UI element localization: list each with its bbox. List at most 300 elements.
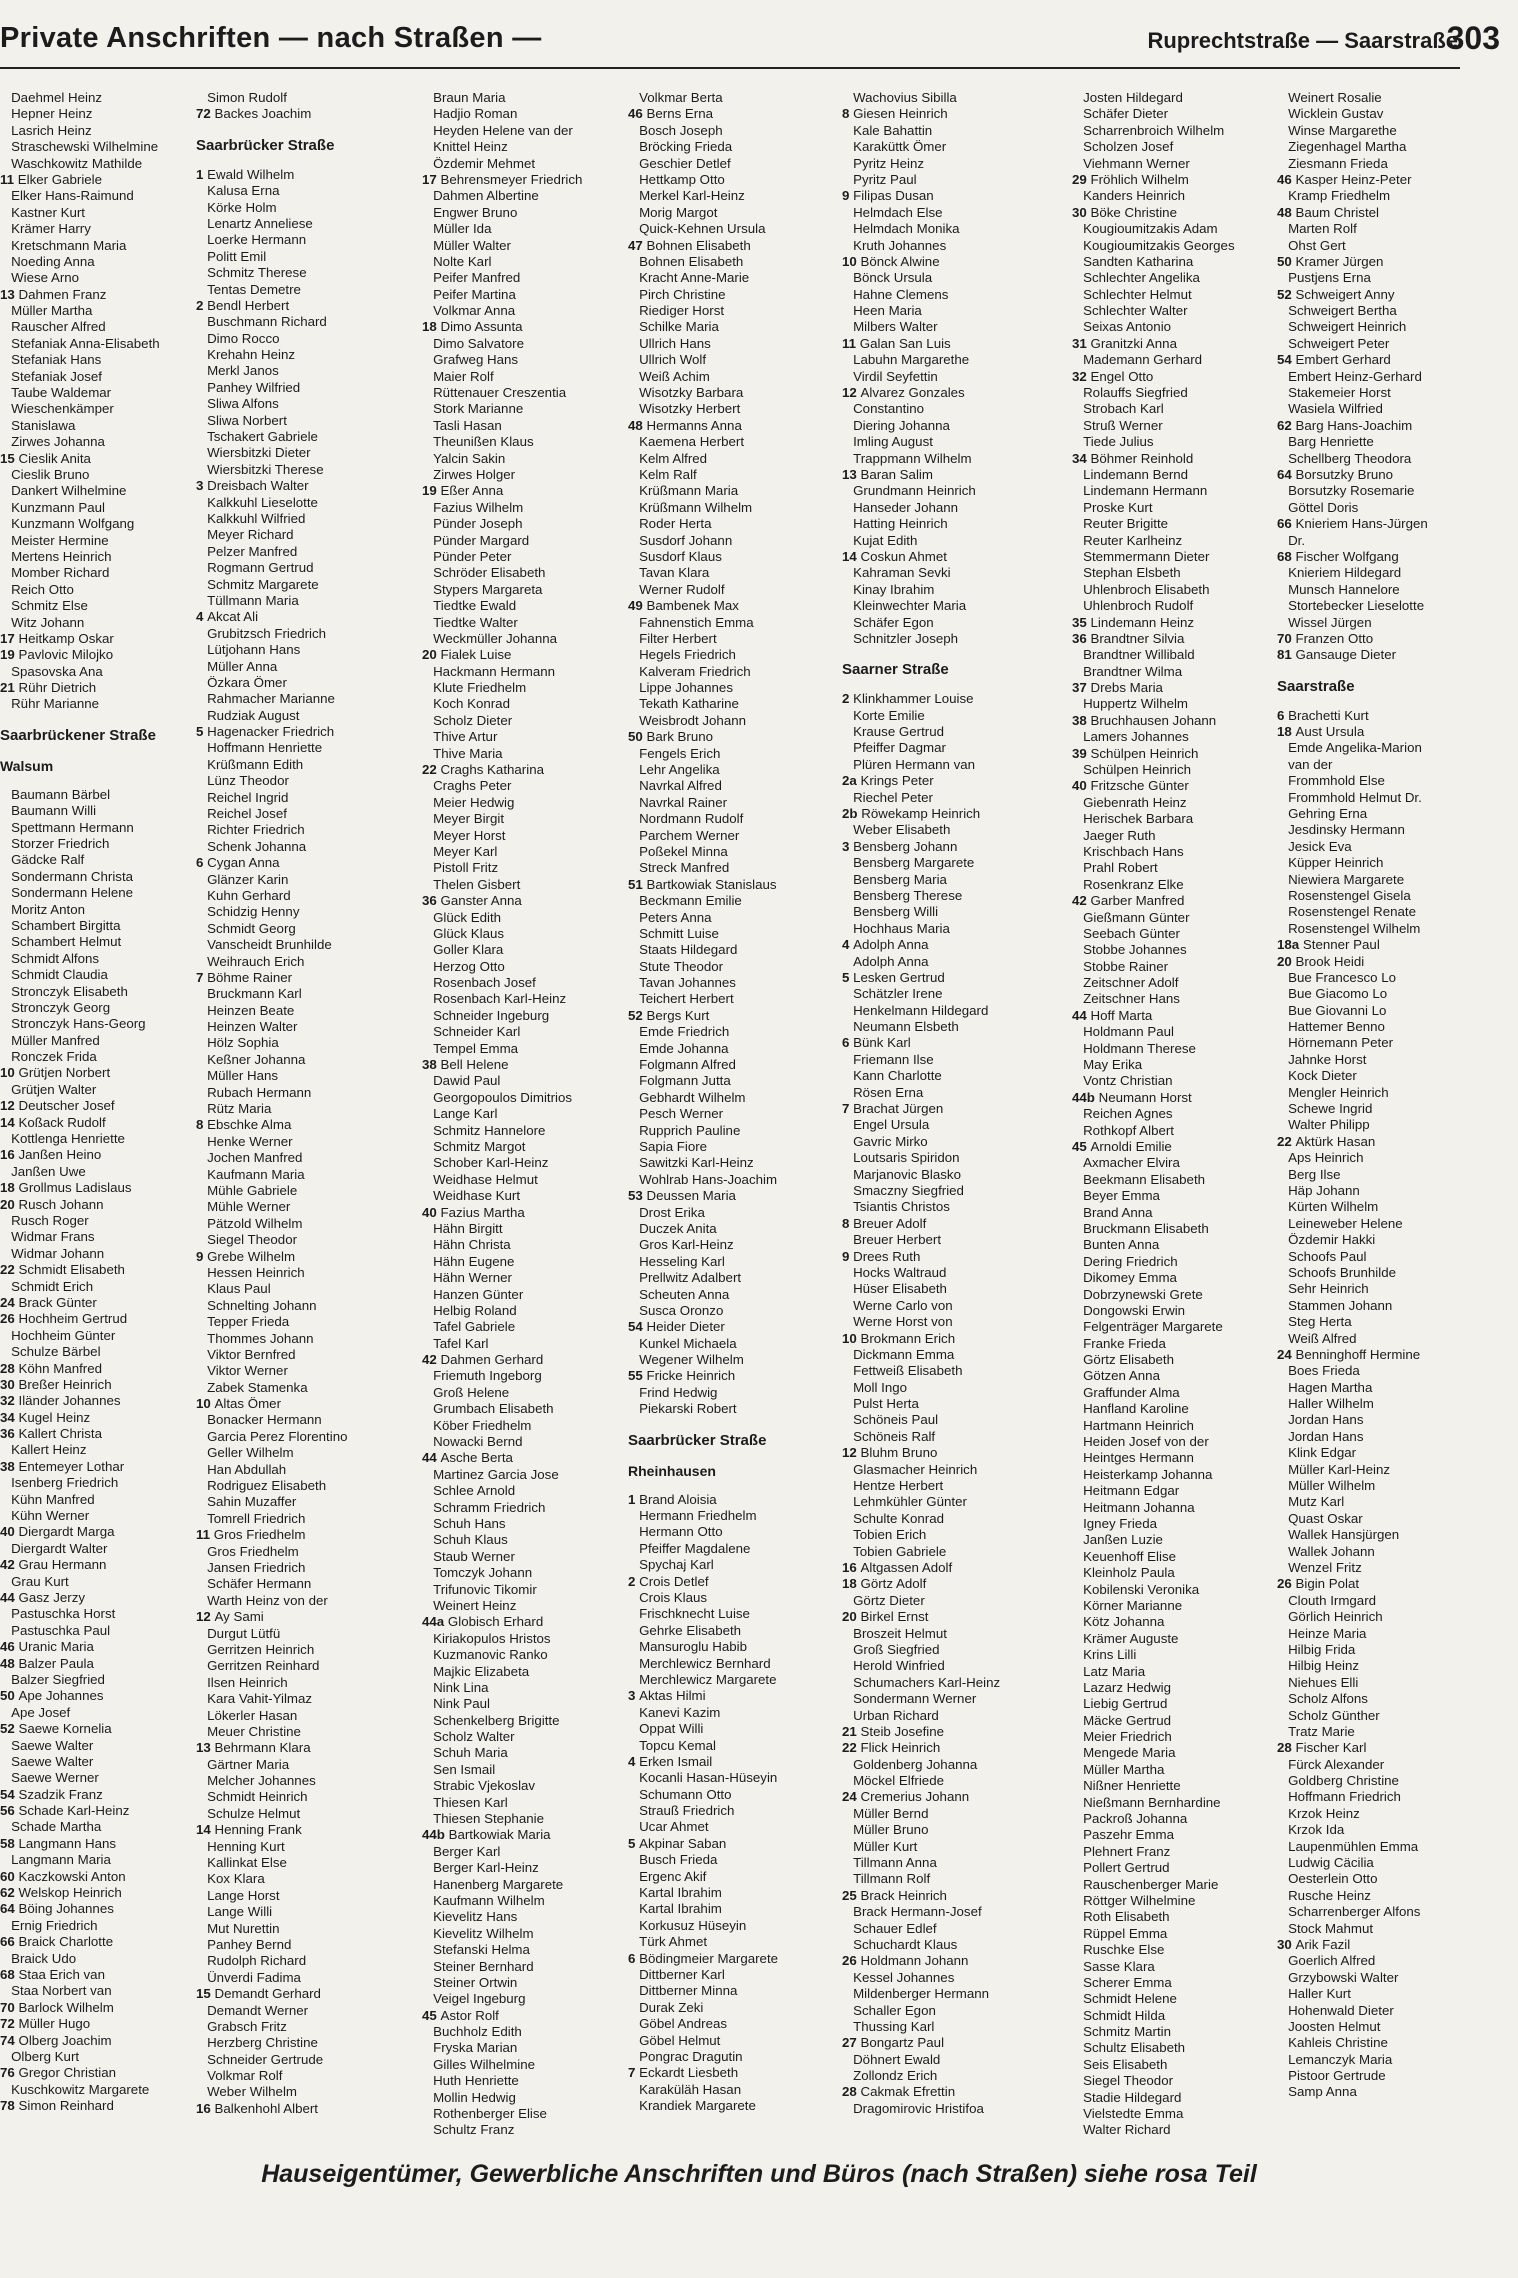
directory-entry: Grumbach Elisabeth (422, 1401, 554, 1417)
directory-entry: Weidhase Helmut (422, 1171, 538, 1187)
directory-entry: Schlechter Helmut (1072, 286, 1192, 302)
directory-entry: Schmidt Alfons (0, 950, 100, 966)
directory-entry: Scholz Dieter (422, 712, 513, 728)
directory-entry: Latz Maria (1072, 1663, 1146, 1679)
directory-entry: Lehr Angelika (628, 762, 720, 778)
directory-entry: Schmitt Luise (628, 925, 719, 941)
directory-entry: Hegels Friedrich (628, 647, 736, 663)
directory-entry: Stefaniak Hans (0, 352, 102, 368)
directory-entry: Körner Marianne (1072, 1597, 1183, 1613)
directory-entry: Dickmann Emma (842, 1346, 955, 1362)
directory-entry: 70 Franzen Otto (1277, 630, 1374, 646)
directory-entry: Virdil Seyfettin (842, 368, 938, 384)
directory-entry: 28 Cakmak Efrettin (842, 2084, 956, 2100)
directory-entry: 34 Böhmer Reinhold (1072, 450, 1194, 466)
directory-entry: Engel Ursula (842, 1117, 930, 1133)
directory-entry: Schumann Otto (628, 1786, 732, 1802)
directory-entry: 50 Ape Johannes (0, 1688, 104, 1704)
directory-entry: Siegel Theodor (1072, 2073, 1174, 2089)
street-heading: Saarbrückener Straße (0, 726, 156, 744)
directory-entry: Schellberg Theodora (1277, 450, 1412, 466)
directory-entry: 4 Erken Ismail (628, 1753, 713, 1769)
directory-entry: Mut Nurettin (196, 1920, 280, 1936)
directory-entry: Rubach Hermann (196, 1084, 312, 1100)
directory-entry: Sasse Klara (1072, 1958, 1155, 1974)
directory-entry: Meyer Horst (422, 827, 506, 843)
directory-entry: Sahin Muzaffer (196, 1494, 297, 1510)
directory-entry: Röttger Wilhelmine (1072, 1892, 1196, 1908)
directory-entry: Henkelmann Hildegard (842, 1002, 989, 1018)
directory-entry: Schmitz Margarete (196, 576, 319, 592)
directory-entry: Gerritzen Reinhard (196, 1658, 320, 1674)
directory-entry: Nordmann Rudolf (628, 811, 744, 827)
directory-entry: Weinert Heinz (422, 1597, 517, 1613)
directory-entry: Hackmann Hermann (422, 663, 556, 679)
directory-entry: May Erika (1072, 1057, 1143, 1073)
directory-entry: Dimo Rocco (196, 330, 280, 346)
directory-entry: Quick-Kehnen Ursula (628, 221, 766, 237)
directory-entry: Teichert Herbert (628, 991, 734, 1007)
directory-entry: Weiß Alfred (1277, 1330, 1357, 1346)
directory-entry: Hahne Clemens (842, 286, 949, 302)
directory-entry: Ullrich Wolf (628, 352, 707, 368)
directory-entry: Helmdach Else (842, 204, 943, 220)
directory-entry: Thelen Gisbert (422, 876, 521, 892)
directory-entry: Merchlewicz Bernhard (628, 1655, 771, 1671)
directory-entry: Kruth Johannes (842, 237, 947, 253)
directory-entry: Grzybowski Walter (1277, 1969, 1399, 1985)
directory-entry: Wegener Wilhelm (628, 1352, 744, 1368)
directory-entry: Kaufmann Maria (196, 1166, 305, 1182)
directory-entry: Demandt Werner (196, 2002, 309, 2018)
directory-entry: Scholzen Josef (1072, 139, 1174, 155)
directory-entry: 10 Grütjen Norbert (0, 1065, 111, 1081)
directory-entry: Yalcin Sakin (422, 450, 506, 466)
directory-entry: Döhnert Ewald (842, 2051, 941, 2067)
directory-entry: Müller Ida (422, 221, 492, 237)
directory-entry: Haller Wilhelm (1277, 1396, 1374, 1412)
column-2 (196, 90, 406, 2140)
directory-entry: Glück Klaus (422, 925, 505, 941)
directory-entry: Maier Rolf (422, 368, 494, 384)
directory-entry: Gärtner Maria (196, 1756, 290, 1772)
directory-entry: Balzer Siegfried (0, 1671, 105, 1687)
directory-entry: 37 Drebs Maria (1072, 680, 1163, 696)
directory-entry: Kanders Heinrich (1072, 188, 1186, 204)
directory-entry: Kock Dieter (1277, 1068, 1357, 1084)
directory-entry: Tratz Marie (1277, 1723, 1355, 1739)
directory-entry: Schneider Ingeburg (422, 1007, 550, 1023)
directory-entry: 7 Böhme Rainer (196, 969, 293, 985)
directory-entry: Schneider Gertrude (196, 2051, 324, 2067)
directory-entry: Heyden Helene van der (422, 122, 573, 138)
directory-entry: Wenzel Fritz (1277, 1559, 1362, 1575)
directory-entry: Thiesen Stephanie (422, 1811, 544, 1827)
directory-entry: Leineweber Helene (1277, 1215, 1403, 1231)
directory-entry: Ruschke Else (1072, 1942, 1165, 1958)
directory-entry: Lehmkühler Günter (842, 1494, 967, 1510)
directory-entry: Rütz Maria (196, 1101, 272, 1117)
directory-entry: Josten Hildegard (1072, 90, 1183, 105)
directory-entry: Schweigert Bertha (1277, 303, 1397, 319)
directory-entry: 26 Bigin Polat (1277, 1576, 1360, 1592)
directory-entry: Krämer Harry (0, 221, 91, 237)
directory-entry: Laupenmühlen Emma (1277, 1838, 1419, 1854)
directory-entry: 11 Elker Gabriele (0, 171, 103, 187)
directory-entry: Özdemir Hakki (1277, 1232, 1376, 1248)
directory-entry: Heitmann Johanna (1072, 1499, 1195, 1515)
directory-entry: 22 Aktürk Hasan (1277, 1133, 1376, 1149)
directory-entry: Folgmann Alfred (628, 1057, 736, 1073)
directory-entry: 38 Bruchhausen Johann (1072, 712, 1217, 728)
directory-entry: Mademann Gerhard (1072, 352, 1203, 368)
directory-entry: Schade Martha (0, 1819, 102, 1835)
directory-entry: Viktor Werner (196, 1363, 288, 1379)
directory-entry: 28 Köhn Manfred (0, 1360, 103, 1376)
directory-entry: Navrkal Rainer (628, 794, 728, 810)
directory-entry: Glänzer Karin (196, 871, 289, 887)
directory-entry: 35 Lindemann Heinz (1072, 614, 1194, 630)
directory-entry: Kievelitz Hans (422, 1909, 518, 1925)
directory-entry: Kocanli Hasan-Hüseyin (628, 1770, 778, 1786)
directory-entry: 47 Bohnen Elisabeth (628, 237, 751, 253)
directory-entry: 48 Baum Christel (1277, 204, 1380, 220)
directory-entry: 50 Bark Bruno (628, 729, 714, 745)
directory-entry: Schröder Elisabeth (422, 565, 546, 581)
directory-entry: Sondermann Helene (0, 885, 134, 901)
directory-entry: Stefaniak Anna-Elisabeth (0, 335, 160, 351)
directory-entry: Helbig Roland (422, 1302, 517, 1318)
directory-entry: Susca Oronzo (628, 1302, 724, 1318)
directory-entry: Zollondz Erich (842, 2068, 938, 2084)
directory-entry: Thommes Johann (196, 1330, 314, 1346)
directory-entry: Bosch Joseph (628, 122, 723, 138)
directory-entry: 12 Deutscher Josef (0, 1098, 115, 1114)
directory-entry: Lazarz Hedwig (1072, 1679, 1172, 1695)
directory-entry: 26 Holdmann Johann (842, 1953, 969, 1969)
directory-entry: Stemmermann Dieter (1072, 548, 1210, 564)
directory-entry: 48 Balzer Paula (0, 1655, 94, 1671)
directory-entry: Müller Martha (1072, 1761, 1165, 1777)
directory-entry: Rauschenberger Marie (1072, 1876, 1219, 1892)
directory-entry: Wasiela Wilfried (1277, 401, 1383, 417)
directory-entry: Schulte Konrad (842, 1510, 945, 1526)
directory-entry: Berger Karl (422, 1843, 501, 1859)
directory-entry: 24 Benninghoff Hermine (1277, 1346, 1421, 1362)
directory-entry: Mühle Gabriele (196, 1183, 298, 1198)
directory-entry: Durak Zeki (628, 1999, 704, 2015)
directory-entry: 7 Brachat Jürgen (842, 1101, 944, 1117)
directory-entry: 22 Schmidt Elisabeth (0, 1262, 125, 1278)
directory-entry: Schuh Klaus (422, 1532, 508, 1548)
directory-entry: Clouth Irmgard (1277, 1592, 1377, 1608)
directory-entry: Hoffmann Henriette (196, 740, 323, 756)
directory-entry: Wicklein Gustav (1277, 106, 1384, 122)
directory-entry: Lemanczyk Maria (1277, 2051, 1393, 2067)
directory-entry: Wallek Johann (1277, 1543, 1375, 1559)
directory-entry: Roth Elisabeth (1072, 1909, 1170, 1925)
directory-entry: 74 Olberg Joachim (0, 2032, 112, 2048)
directory-entry: Schoofs Paul (1277, 1248, 1367, 1264)
directory-entry: Proske Kurt (1072, 499, 1153, 515)
directory-entry: Berg Ilse (1277, 1166, 1341, 1182)
directory-entry: Peifer Martina (422, 286, 516, 302)
directory-entry: 1 Ewald Wilhelm (196, 166, 295, 182)
directory-entry: Scheuten Anna (628, 1286, 730, 1302)
directory-entry: Kale Bahattin (842, 122, 933, 138)
directory-entry: Rothkopf Albert (1072, 1122, 1174, 1138)
directory-entry: Beyer Emma (1072, 1188, 1160, 1204)
directory-entry: Lütjohann Hans (196, 642, 301, 658)
directory-entry: Lökerler Hasan (196, 1707, 298, 1723)
directory-entry: Hochheim Günter (0, 1327, 116, 1343)
directory-entry: Kartal Ibrahim (628, 1885, 722, 1901)
directory-entry: Poßekel Minna (628, 843, 728, 859)
directory-entry: Morig Margot (628, 204, 718, 220)
directory-entry: 14 Koßack Rudolf (0, 1114, 106, 1130)
directory-entry: Schweigert Peter (1277, 335, 1390, 351)
directory-entry: Schaller Egon (842, 2002, 936, 2018)
directory-entry: Schramm Friedrich (422, 1499, 546, 1515)
directory-entry: Ludwig Cäcilia (1277, 1855, 1374, 1871)
directory-entry: Stadie Hildegard (1072, 2089, 1182, 2105)
directory-entry: Dongowski Erwin (1072, 1302, 1186, 1318)
directory-entry: Rusch Roger (0, 1213, 89, 1228)
directory-entry: Klaus Paul (196, 1281, 271, 1297)
directory-entry: Tillmann Anna (842, 1855, 937, 1871)
directory-entry: Neumann Elsbeth (842, 1019, 959, 1035)
directory-entry: Krandiek Margarete (628, 2098, 756, 2114)
directory-entry: Bunten Anna (1072, 1237, 1160, 1253)
directory-entry: 8 Giesen Heinrich (842, 106, 948, 122)
directory-entry: 54 Heider Dieter (628, 1319, 725, 1335)
directory-entry: Schmitz Therese (196, 265, 307, 281)
directory-entry: Gavric Mirko (842, 1133, 928, 1149)
directory-entry: 3 Aktas Hilmi (628, 1688, 706, 1704)
directory-entry: Rogmann Gertrud (196, 560, 314, 576)
directory-entry: Hochhaus Maria (842, 920, 950, 936)
directory-entry: Spasovska Ana (0, 663, 103, 679)
directory-entry: Meier Hedwig (422, 794, 515, 810)
directory-entry: 52 Bergs Kurt (628, 1007, 710, 1023)
directory-entry: Klink Edgar (1277, 1445, 1357, 1461)
directory-entry: 22 Craghs Katharina (422, 762, 544, 778)
directory-entry: Stypers Margareta (422, 581, 543, 597)
directory-entry: Reichel Josef (196, 806, 287, 822)
directory-entry: Urban Richard (842, 1707, 939, 1723)
directory-entry: Tavan Johannes (628, 975, 736, 991)
directory-entry: Paszehr Emma (1072, 1827, 1174, 1843)
directory-entry: Peters Anna (628, 909, 712, 925)
directory-entry: Frind Hedwig (628, 1384, 718, 1400)
directory-entry: Buchholz Edith (422, 2024, 522, 2040)
directory-entry: Rusche Heinz (1277, 1887, 1371, 1903)
directory-entry: 32 Engel Otto (1072, 368, 1154, 384)
directory-entry: Wisotzky Herbert (628, 401, 741, 417)
directory-entry: Kuzmanovic Ranko (422, 1647, 548, 1663)
directory-entry: Seebach Günter (1072, 925, 1180, 941)
directory-entry: Bensberg Therese (842, 887, 963, 903)
directory-entry: 78 Simon Reinhard (0, 2098, 114, 2114)
directory-entry: Ronczek Frida (0, 1049, 97, 1065)
directory-entry: Ucar Ahmet (628, 1819, 709, 1835)
directory-entry: Steiner Ortwin (422, 1974, 518, 1990)
directory-entry: 24 Cremerius Johann (842, 1789, 970, 1805)
directory-entry: Ilsen Heinrich (196, 1674, 288, 1690)
directory-entry: Stefaniak Josef (0, 368, 102, 384)
directory-entry: 2a Krings Peter (842, 773, 934, 789)
directory-entry: 6 Brachetti Kurt (1277, 707, 1369, 723)
directory-entry: Kunkel Michaela (628, 1335, 737, 1351)
directory-entry: Müller Karl-Heinz (1277, 1461, 1391, 1477)
directory-entry: 4 Akcat Ali (196, 609, 259, 625)
directory-entry: Stock Mahmut (1277, 1920, 1374, 1936)
directory-entry: 52 Schweigert Anny (1277, 286, 1395, 302)
directory-entry: Dr. (1277, 532, 1306, 548)
directory-entry: Buschmann Richard (196, 314, 327, 330)
directory-entry: Prahl Robert (1072, 860, 1158, 876)
directory-entry: Grau Kurt (0, 1573, 69, 1589)
page-number: 303 (1446, 20, 1500, 56)
directory-entry: Meister Hermine (0, 532, 109, 548)
directory-entry: Wisotzky Barbara (628, 385, 744, 401)
directory-entry: Peifer Manfred (422, 270, 521, 286)
directory-columns (0, 90, 1518, 2140)
directory-entry: 6 Bödingmeier Margarete (628, 1950, 779, 1966)
directory-entry: Stronczyk Hans-Georg (0, 1016, 146, 1032)
directory-entry: Zabek Stamenka (196, 1379, 308, 1395)
directory-entry: Strauß Friedrich (628, 1803, 735, 1819)
directory-entry: Schulze Helmut (196, 1805, 301, 1821)
directory-entry: 5 Hagenacker Friedrich (196, 724, 335, 740)
directory-entry: Beckmann Emilie (628, 893, 742, 909)
directory-entry: Theunißen Klaus (422, 434, 534, 450)
directory-entry: Körke Holm (196, 199, 277, 215)
directory-entry: Gebhardt Wilhelm (628, 1089, 746, 1105)
directory-entry: Veigel Ingeburg (422, 1991, 526, 2007)
directory-entry: Rüppel Emma (1072, 1925, 1168, 1941)
directory-entry: Kramp Friedhelm (1277, 188, 1391, 204)
directory-entry: Weckmüller Johanna (422, 630, 558, 646)
directory-entry: Braick Udo (0, 1950, 77, 1966)
directory-entry: Sawitzki Karl-Heinz (628, 1155, 754, 1171)
directory-entry: 54 Szadzik Franz (0, 1786, 103, 1802)
directory-entry: 26 Hochheim Gertrud (0, 1311, 128, 1327)
directory-entry: Isenberg Friedrich (0, 1475, 119, 1491)
directory-entry: Ergenc Akif (628, 1868, 707, 1884)
directory-entry: Görlich Heinrich (1277, 1609, 1383, 1625)
directory-entry: Hörnemann Peter (1277, 1035, 1394, 1051)
directory-entry: Tiede Julius (1072, 434, 1154, 450)
directory-entry: 68 Fischer Wolfgang (1277, 548, 1399, 564)
directory-entry: Hattemer Benno (1277, 1019, 1385, 1035)
directory-entry: Niewiera Margarete (1277, 871, 1405, 887)
directory-entry: Uhlenbroch Rudolf (1072, 598, 1194, 614)
directory-entry: Gilles Wilhelmine (422, 2056, 536, 2072)
directory-entry: Heisterkamp Johanna (1072, 1466, 1213, 1482)
directory-entry: Kunzmann Wolfgang (0, 516, 135, 532)
directory-entry: Pyritz Heinz (842, 155, 925, 171)
directory-entry: Georgopoulos Dimitrios (422, 1089, 573, 1105)
directory-entry: 8 Breuer Adolf (842, 1215, 927, 1231)
directory-entry: 32 Iländer Johannes (0, 1393, 121, 1409)
directory-entry: Schülpen Heinrich (1072, 762, 1191, 778)
directory-entry: Dimo Salvatore (422, 335, 524, 351)
directory-entry: Schlechter Angelika (1072, 270, 1200, 286)
directory-entry: Kalusa Erna (196, 183, 280, 199)
directory-entry: Goldenberg Johanna (842, 1756, 978, 1772)
directory-entry: Scharrenbroich Wilhelm (1072, 122, 1225, 138)
directory-entry: Krüßmann Wilhelm (628, 499, 753, 515)
directory-entry: Plehnert Franz (1072, 1843, 1171, 1859)
directory-entry: Joosten Helmut (1277, 2018, 1381, 2034)
header-street-range: Ruprechtstraße — Saarstraße (1147, 28, 1458, 53)
directory-entry: 19 Eßer Anna (422, 483, 504, 499)
directory-entry: 56 Schade Karl-Heinz (0, 1803, 130, 1819)
directory-entry: 1 Brand Aloisia (628, 1491, 717, 1507)
directory-entry: 68 Staa Erich van (0, 1966, 105, 1982)
directory-entry: Tiedtke Walter (422, 614, 518, 630)
directory-entry: Kara Vahit-Yilmaz (196, 1691, 313, 1707)
directory-entry: Krüßmann Edith (196, 756, 304, 772)
directory-entry: Henning Kurt (196, 1838, 285, 1854)
directory-entry: 60 Kaczkowski Anton (0, 1868, 126, 1884)
directory-entry: Holdmann Paul (1072, 1024, 1174, 1040)
directory-entry: Heen Maria (842, 303, 922, 319)
directory-entry: Labuhn Margarethe (842, 352, 970, 368)
directory-entry: Kujat Edith (842, 532, 918, 548)
directory-entry: Kleinwechter Maria (842, 598, 967, 614)
directory-entry: Fahnenstich Emma (628, 614, 754, 630)
directory-entry: Widmar Frans (0, 1229, 95, 1245)
directory-entry: Axmacher Elvira (1072, 1155, 1180, 1171)
directory-entry: 2 Crois Detlef (628, 1573, 709, 1589)
directory-entry: Sliwa Norbert (196, 412, 287, 428)
directory-entry: Kahleis Christine (1277, 2035, 1388, 2051)
directory-entry: Hölz Sophia (196, 1035, 279, 1051)
directory-entry: 11 Galan San Luis (842, 335, 951, 351)
directory-entry: Politt Emil (196, 248, 267, 264)
directory-entry: Saewe Walter (0, 1753, 94, 1769)
directory-entry: 52 Saewe Kornelia (0, 1721, 112, 1737)
directory-entry: Tentas Demetre (196, 281, 301, 297)
directory-entry: Tiedtke Ewald (422, 598, 517, 614)
directory-entry: Tillmann Rolf (842, 1871, 931, 1887)
directory-entry: Helmdach Monika (842, 221, 960, 237)
directory-entry: Zeitschner Hans (1072, 991, 1180, 1007)
directory-entry: 49 Bambenek Max (628, 598, 739, 614)
directory-entry: Drost Erika (628, 1204, 705, 1220)
directory-entry: Schmidt Georg (196, 920, 296, 936)
directory-entry: 70 Barlock Wilhelm (0, 1999, 114, 2015)
directory-entry: Weber Elisabeth (842, 822, 951, 838)
directory-entry: Simon Rudolf (196, 90, 287, 105)
directory-entry: Dittberner Karl (628, 1966, 725, 1982)
directory-entry: Schuh Maria (422, 1745, 508, 1761)
directory-entry: Spychaj Karl (628, 1557, 714, 1573)
directory-entry: Keuenhoff Elise (1072, 1548, 1176, 1564)
directory-entry: Schnitzler Joseph (842, 630, 959, 646)
directory-entry: Streck Manfred (628, 860, 730, 876)
header-rule (0, 67, 1460, 69)
directory-entry: Jesick Eva (1277, 838, 1352, 854)
directory-entry: Reichen Agnes (1072, 1106, 1173, 1122)
directory-entry: Momber Richard (0, 565, 110, 581)
directory-entry: 39 Schülpen Heinrich (1072, 745, 1199, 761)
directory-entry: Schmitz Margot (422, 1139, 526, 1154)
directory-entry: Rösen Erna (842, 1084, 924, 1100)
directory-entry: Nowacki Bernd (422, 1434, 523, 1450)
